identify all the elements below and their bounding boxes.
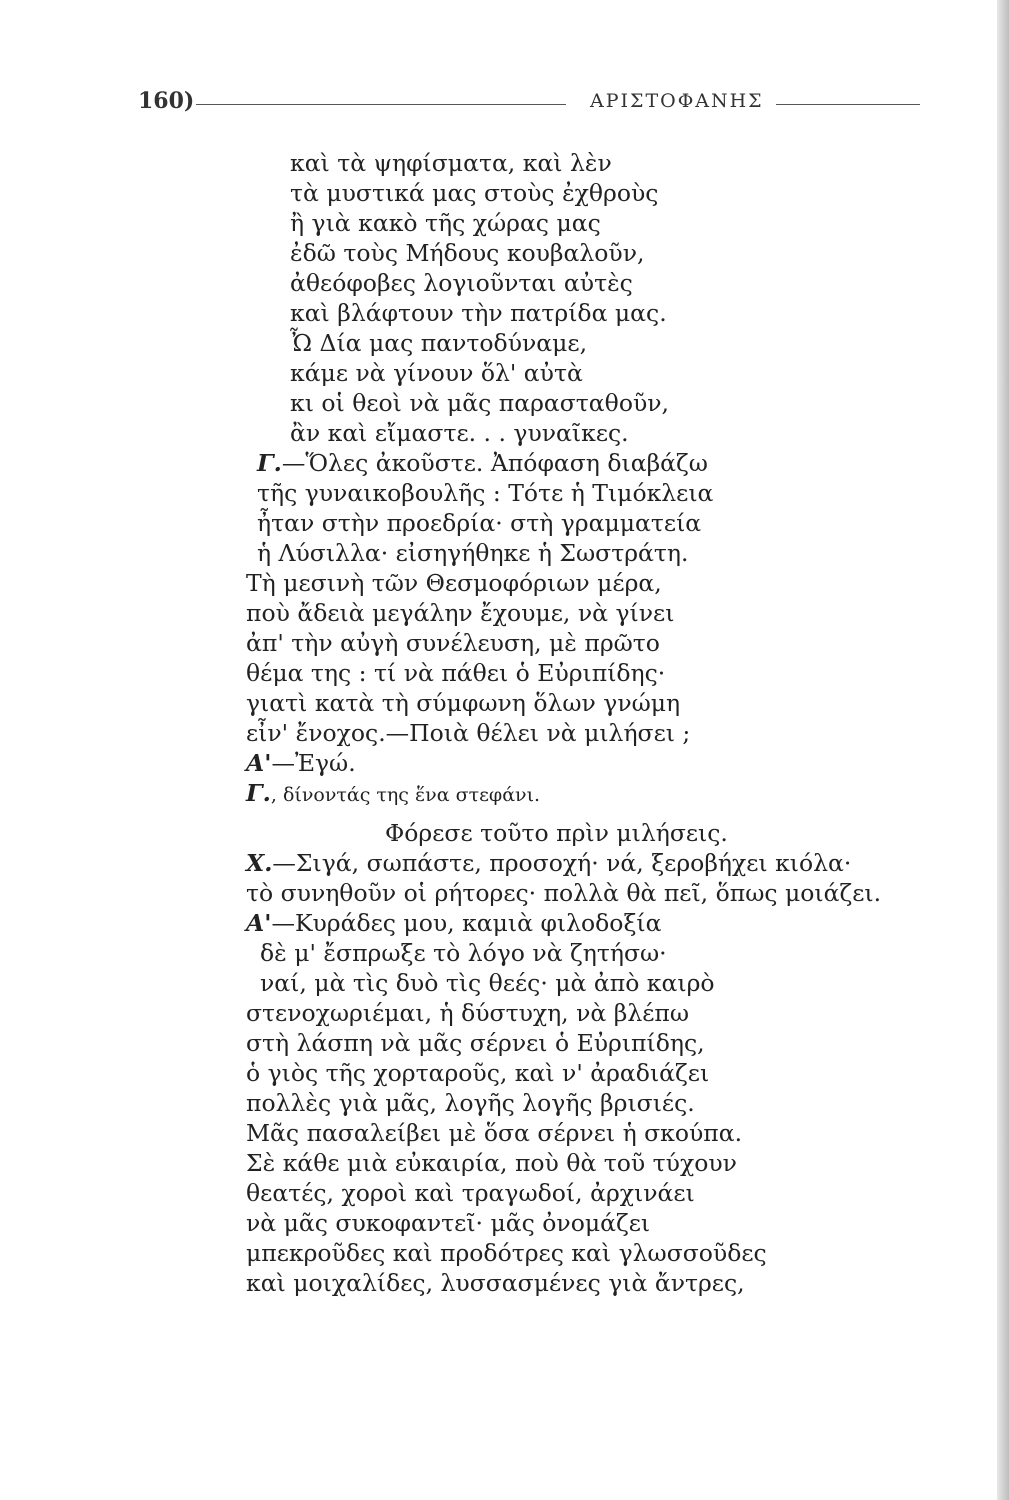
text-line: ἦταν στὴν προεδρία· στὴ γραμματεία bbox=[257, 509, 702, 537]
text-line: ἀπ' τὴν αὐγὴ συνέλευση, μὲ πρῶτο bbox=[246, 629, 660, 657]
speaker-label: Γ. bbox=[246, 779, 271, 807]
text-line: θεατές, χοροὶ καὶ τραγωδοί, ἀρχινάει bbox=[246, 1179, 695, 1207]
text-line: Σὲ κάθε μιὰ εὐκαιρία, ποὺ θὰ τοῦ τύχουν bbox=[246, 1149, 737, 1177]
text-line: ἢ γιὰ κακὸ τῆς χώρας μας bbox=[290, 209, 601, 237]
text-line: ὁ γιὸς τῆς χορταροῦς, καὶ ν' ἀραδιάζει bbox=[246, 1059, 710, 1087]
text-line: νὰ μᾶς συκοφαντεῖ· μᾶς ὀνομάζει bbox=[246, 1209, 651, 1237]
running-header bbox=[138, 88, 920, 118]
text-line: κάμε νὰ γίνουν ὅλ' αὐτὰ bbox=[290, 359, 583, 387]
page-edge bbox=[997, 0, 1009, 1500]
text-line: στενοχωριέμαι, ἡ δύστυχη, νὰ βλέπω bbox=[246, 999, 690, 1027]
text-line: Γ.—Ὅλες ἀκοῦστε. Ἀπόφαση διαβάζω bbox=[257, 449, 708, 477]
speaker-label: Γ. bbox=[257, 449, 282, 477]
text-line: τὰ μυστικά μας στοὺς ἐχθροὺς bbox=[290, 179, 659, 207]
text-line: καὶ τὰ ψηφίσματα, καὶ λὲν bbox=[290, 149, 612, 177]
text-line: δὲ μ' ἔσπρωξε τὸ λόγο νὰ ζητήσω· bbox=[260, 939, 667, 967]
text-line: θέμα της : τί νὰ πάθει ὁ Εὐριπίδης· bbox=[246, 659, 666, 687]
speaker-label: Α' bbox=[246, 749, 272, 777]
text-line: κι οἱ θεοὶ νὰ μᾶς παρασταθοῦν, bbox=[290, 389, 670, 417]
text-line: πολλὲς γιὰ μᾶς, λογῆς λογῆς βρισιές. bbox=[246, 1089, 695, 1117]
text-line: Α'—Κυράδες μου, καμιὰ φιλοδοξία bbox=[246, 909, 662, 937]
speaker-label: Χ. bbox=[246, 849, 273, 877]
text-line: καὶ μοιχαλίδες, λυσσασμένες γιὰ ἄντρες, bbox=[246, 1269, 745, 1297]
speaker-label: Α' bbox=[246, 909, 272, 937]
text-line: ποὺ ἄδειὰ μεγάλην ἔχουμε, νὰ γίνει bbox=[246, 599, 675, 627]
text-line: τὸ συνηθοῦν οἱ ρήτορες· πολλὰ θὰ πεῖ, ὅπως μοιάζει. bbox=[246, 879, 882, 907]
text-line: Χ.—Σιγά, σωπάστε, προσοχή· νά, ξεροβήχει κιόλα· bbox=[246, 849, 852, 877]
text-line: Μᾶς πασαλείβει μὲ ὅσα σέρνει ἡ σκούπα. bbox=[246, 1119, 743, 1147]
text-line: τῆς γυναικοβουλῆς : Τότε ἡ Τιμόκλεια bbox=[257, 479, 714, 507]
text-line: καὶ βλάφτουν τὴν πατρίδα μας. bbox=[290, 299, 667, 327]
text-line: στὴ λάσπη νὰ μᾶς σέρνει ὁ Εὐριπίδης, bbox=[246, 1029, 705, 1057]
text-line: Φόρεσε τοῦτο πρὶν μιλήσεις. bbox=[385, 819, 728, 847]
text-line: ἂν καὶ εἴμαστε. . . γυναῖκες. bbox=[290, 419, 629, 447]
text-line: Ὦ Δία μας παντοδύναμε, bbox=[290, 329, 588, 357]
text-line: εἶν' ἔνοχος.—Ποιὰ θέλει νὰ μιλήσει ; bbox=[246, 719, 691, 747]
header-rule-left bbox=[196, 104, 566, 105]
text-line: ναί, μὰ τὶς δυὸ τὶς θεές· μὰ ἀπὸ καιρὸ bbox=[260, 969, 715, 997]
text-line: ἀθεόφοβες λογιοῦνται αὐτὲς bbox=[290, 269, 633, 297]
text-line: μπεκροῦδες καὶ προδότρες καὶ γλωσσοῦδες bbox=[246, 1239, 767, 1267]
stage-direction: , δίνοντάς της ἕνα στεφάνι. bbox=[270, 784, 541, 806]
page-number: 160) bbox=[138, 88, 195, 114]
text-line: Α'—Ἐγώ. bbox=[246, 749, 356, 777]
text-line: ἡ Λύσιλλα· εἰσηγήθηκε ἡ Σωστράτη. bbox=[257, 539, 689, 567]
running-title: ΑΡΙΣΤΟΦΑΝΗΣ bbox=[590, 90, 764, 112]
text-line: Τὴ μεσινὴ τῶν Θεσμοφόριων μέρα, bbox=[246, 569, 662, 597]
header-rule-right bbox=[776, 104, 920, 105]
text-line bbox=[246, 778, 540, 808]
text-line: ἐδῶ τοὺς Μήδους κουβαλοῦν, bbox=[290, 239, 645, 267]
text-line: γιατὶ κατὰ τὴ σύμφωνη ὅλων γνώμη bbox=[246, 689, 681, 717]
